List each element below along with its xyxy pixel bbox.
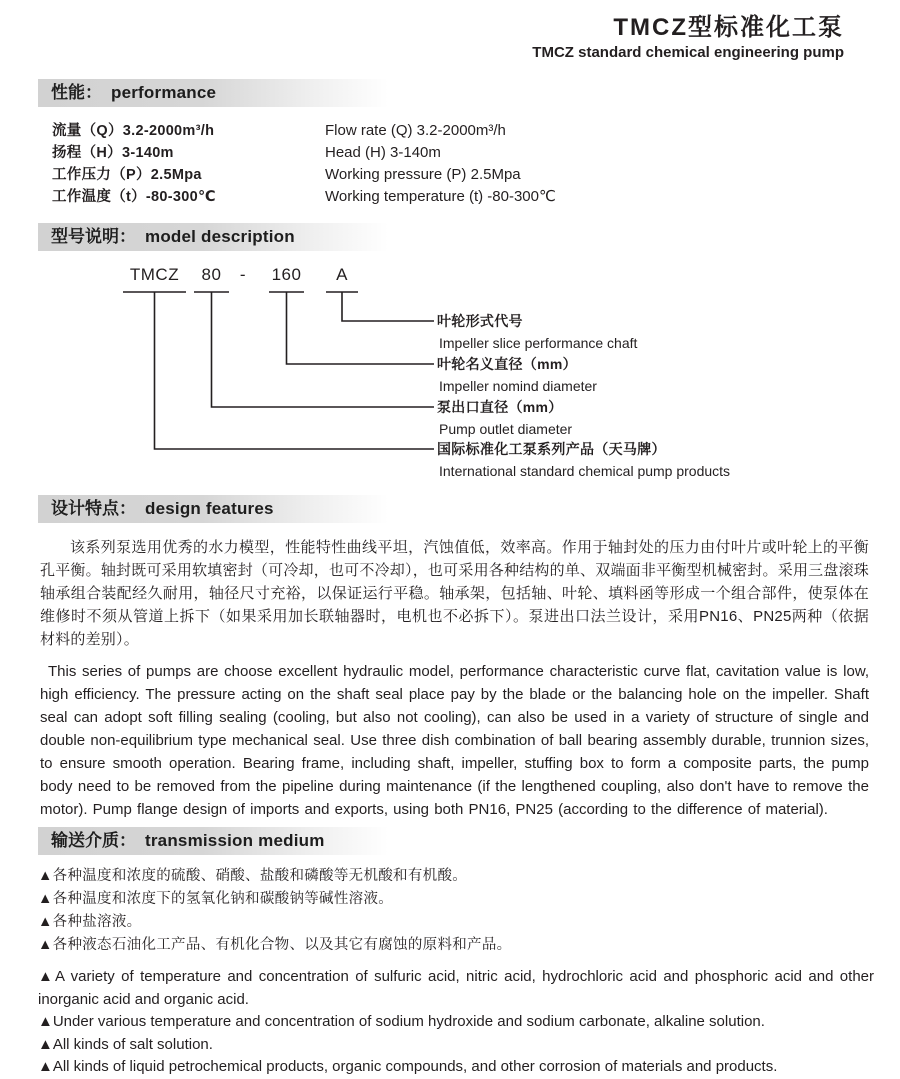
design-features-paragraph-en: This series of pumps are choose excellent hydraulic model, performance characteristic curve flat, cavitation value is low, high efficiency. The pressure acting on the shaft seal place pay by the blade or the balancing hole on the impeller. Shaft seal can adopt soft filling sealing (cooling, but also not cooling), can also be used in a variety of structure of single and double non-equilibrium type mechanical seal. Use three dish combination of ball bearing assembly durable, trunnion sizes, to ensure smooth operation. Bearing frame, including shaft, impeller, stuffing box to form a composite parts, the pump body need to be removed from the pipeline during maintenance (if the lengthened coupling, also don't have to remove the motor). Pump flange design of imports and exports, using both PN16, PN25 (according to the difference of material). — [40, 663, 869, 818]
spec-temperature-en: Working temperature (t) -80-300℃ — [325, 188, 556, 205]
spec-pressure-en: Working pressure (P) 2.5Mpa — [325, 166, 521, 183]
medium-item-alkaline-en: ▲Under various temperature and concentration of sodium hydroxide and sodium carbonate, alkaline solution. — [38, 1013, 765, 1030]
section-heading-zh: 型号说明： — [51, 227, 136, 246]
section-header-design-features — [38, 495, 403, 523]
section-heading-en: design features — [145, 499, 274, 518]
model-segment-dash: - — [239, 265, 247, 284]
section-header-performance — [38, 79, 403, 107]
medium-item-salt-zh: ▲各种盐溶液。 — [38, 914, 142, 930]
medium-item-acids-en: ▲A variety of temperature and concentration of sulfuric acid, nitric acid, hydrochloric acid and phosphoric acid and other inorganic acid and organic acid. — [38, 968, 874, 1008]
section-heading-en: performance — [111, 83, 217, 102]
medium-item-petrochemical-en: ▲All kinds of liquid petrochemical products, organic compounds, and other corrosion of materials and products. — [38, 1058, 778, 1075]
section-heading-zh: 设计特点： — [51, 499, 136, 518]
medium-item-acids-zh: ▲各种温度和浓度的硫酸、硝酸、盐酸和磷酸等无机酸和有机酸。 — [38, 868, 468, 884]
callout-impeller-diameter-en: Impeller nomind diameter — [439, 378, 597, 394]
model-segment-series: TMCZ — [129, 265, 180, 284]
design-features-paragraph-zh: 该系列泵选用优秀的水力模型，性能特性曲线平坦，汽蚀值低，效率高。作用于轴封处的压力由付叶片或叶轮上的平衡孔平衡。轴封既可采用软填密封（可冷却，也可不冷却），也可采用各种结构的单、双端面非平衡型机械密封。采用三盘滚珠轴承组合装配经久耐用，轴径尺寸充裕，以保证运行平稳。轴承架，包括轴、叶轮、填料函等形成一个组合部件，使泵体在维修时不须从管道上拆下（如果采用加长联轴器时，电机也不必拆下）。泵进出口法兰设计，采用PN16、PN25两种（依据材料的差别）。 — [40, 539, 869, 648]
page-title-en: TMCZ standard chemical engineering pump — [532, 44, 844, 61]
title-block — [0, 0, 900, 63]
medium-list-zh — [38, 865, 870, 957]
model-segment-impeller: 160 — [271, 265, 302, 284]
performance-specs — [52, 120, 900, 208]
callout-impeller-form-en: Impeller slice performance chaft — [439, 335, 638, 351]
model-segment-variant: A — [336, 265, 348, 284]
callout-impeller-diameter-zh: 叶轮名义直径（mm） — [437, 356, 577, 372]
section-heading-zh: 性能： — [51, 83, 102, 102]
section-heading-en: transmission medium — [145, 831, 325, 850]
medium-list-en — [38, 966, 874, 1079]
callout-outlet-diameter-en: Pump outlet diameter — [439, 421, 573, 437]
medium-item-petrochemical-zh: ▲各种液态石油化工产品、有机化合物、以及其它有腐蚀的原料和产品。 — [38, 937, 512, 953]
spec-flow-zh: 流量（Q）3.2-2000m³/h — [52, 123, 215, 139]
spec-flow-en: Flow rate (Q) 3.2-2000m³/h — [325, 122, 506, 139]
spec-pressure-zh: 工作压力（P）2.5Mpa — [52, 167, 202, 183]
callout-series-product-en: International standard chemical pump products — [439, 463, 731, 479]
page-title-zh: TMCZ型标准化工泵 — [613, 14, 844, 41]
section-header-transmission-medium — [38, 827, 403, 855]
section-header-model-description — [38, 223, 403, 251]
model-code-diagram — [0, 251, 900, 487]
spec-head-zh: 扬程（H）3-140m — [52, 145, 174, 161]
medium-item-salt-en: ▲All kinds of salt solution. — [38, 1035, 213, 1053]
performance-specs-en — [325, 120, 556, 208]
spec-temperature-zh: 工作温度（t）-80-300℃ — [52, 189, 216, 205]
callout-series-product-zh: 国际标准化工泵系列产品（天马牌） — [437, 441, 666, 457]
section-heading-zh: 输送介质： — [51, 831, 136, 850]
medium-item-alkaline-zh: ▲各种温度和浓度下的氢氧化钠和碳酸钠等碱性溶液。 — [38, 891, 394, 907]
spec-head-en: Head (H) 3-140m — [325, 144, 441, 161]
section-heading-en: model description — [145, 227, 295, 246]
model-segment-outlet: 80 — [201, 265, 222, 284]
performance-specs-zh — [52, 120, 325, 208]
callout-impeller-form-zh: 叶轮形式代号 — [437, 313, 523, 329]
callout-outlet-diameter-zh: 泵出口直径（mm） — [437, 399, 563, 415]
